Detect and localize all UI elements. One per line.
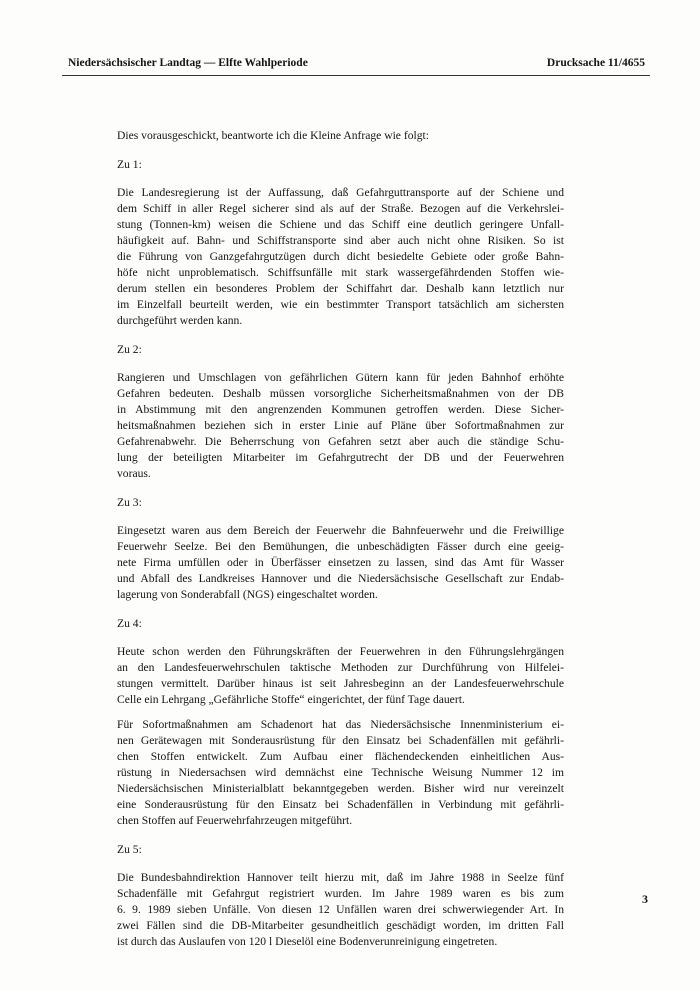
text-line: nete Firma umfüllen oder in Überfässer einsetzen zu lassen, sind das Amt für Wasser — [117, 556, 564, 569]
section-paragraph — [117, 717, 564, 829]
text-line: zwei Fällen sind die DB-Mitarbeiter gesundheitlich geschädigt worden, im dritten Fall — [117, 919, 564, 932]
text-line: lung der beteiligten Mitarbeiter im Gefahrgutrecht der DB und der Feuerwehren — [117, 451, 564, 464]
section-heading: Zu 2: — [117, 343, 142, 356]
text-line: und Abfall des Landkreises Hannover und die Niedersächsische Gesellschaft zur Endab- — [117, 572, 564, 585]
text-line: chen Stoffen auf Feuerwehrfahrzeugen mitgeführt. — [117, 814, 353, 827]
text-line: 6. 9. 1989 sieben Unfälle. Von diesen 12 Unfällen waren drei schwerwiegender Art. In — [117, 903, 564, 916]
text-line: derum stellen ein besonderes Problem der Schiffahrt dar. Deshalb kann letztlich nur — [117, 282, 564, 295]
text-line: Eingesetzt waren aus dem Bereich der Feuerwehr die Bahnfeuerwehr und die Freiwillige — [117, 524, 564, 537]
section-paragraph — [117, 523, 564, 603]
text-line: Gefahrenabwehr. Die Beherrschung von Gefahren setzt aber auch die ständige Schu- — [117, 435, 564, 448]
section-paragraph — [117, 185, 564, 329]
text-line: durchgeführt werden kann. — [117, 314, 243, 327]
text-line: dem Schiff in aller Regel sicherer sind als auf der Straße. Bezogen auf die Verkehrslei- — [117, 202, 564, 215]
page-number: 3 — [642, 892, 648, 906]
text-line: voraus. — [117, 467, 151, 480]
text-line: Für Sofortmaßnahmen am Schadenort hat das Niedersächsische Innenministerium ei- — [117, 718, 564, 731]
section-paragraph — [117, 370, 564, 482]
text-line: ist durch das Auslaufen von 120 l Dieselöl eine Bodenverunreinigung eingetreten. — [117, 935, 498, 948]
document-number: Drucksache 11/4655 — [546, 57, 645, 69]
text-line: heitsmaßnahmen beziehen sich in erster Linie auf Pläne über Sofortmaßnahmen zur — [117, 419, 564, 432]
section-heading: Zu 4: — [117, 617, 142, 630]
section-heading: Zu 5: — [117, 843, 142, 856]
header-divider — [62, 75, 650, 76]
text-line: lagerung von Sonderabfall (NGS) eingeschaltet worden. — [117, 588, 378, 601]
text-line: häufigkeit auf. Bahn- und Schiffstransporte sind aber auch nicht ohne Risiken. So ist — [117, 234, 564, 247]
text-line: Die Landesregierung ist der Auffassung, daß Gefahrguttransporte auf der Schiene und — [117, 186, 564, 199]
section-paragraph — [117, 644, 564, 708]
header-title: Niedersächsischer Landtag — Elfte Wahlperiode — [68, 57, 308, 69]
text-line: in Abstimmung mit den angrenzenden Kommunen getroffen werden. Diese Sicher- — [117, 403, 564, 416]
text-line: die Führung von Ganzgefahrgutzügen durch dicht besiedelte Gebiete oder große Bahn- — [117, 250, 564, 263]
document-body — [117, 128, 564, 963]
page-header — [68, 57, 645, 69]
text-line: an den Landesfeuerwehrschulen taktische Methoden zur Durchführung von Hilfelei- — [117, 661, 564, 674]
text-line: Niedersächsischen Ministerialblatt bekanntgegeben werden. Bisher wird nur vereinzelt — [117, 782, 564, 795]
text-line: im Einzelfall beurteilt werden, wie ein bestimmter Transport tatsächlich am sichersten — [117, 298, 564, 311]
section-heading: Zu 3: — [117, 496, 142, 509]
text-line: eine Sonderausrüstung für den Einsatz bei Schadenfällen in Verbindung mit gefährli- — [117, 798, 564, 811]
text-line: stung (Tonnen-km) weisen die Schiene und das Schiff eine deutlich geringere Unfall- — [117, 218, 564, 231]
text-line: Rangieren und Umschlagen von gefährlichen Gütern kann für jeden Bahnhof erhöhte — [117, 371, 564, 384]
text-line: höfe nicht unproblematisch. Schiffsunfälle mit stark wassergefährdenden Stoffen wie- — [117, 266, 564, 279]
text-line: Feuerwehr Seelze. Bei den Bemühungen, die unbeschädigten Fässer durch eine geeig- — [117, 540, 564, 553]
section-heading: Zu 1: — [117, 158, 142, 171]
intro-text: Dies vorausgeschickt, beantworte ich die Kleine Anfrage wie folgt: — [117, 129, 429, 142]
text-line: Die Bundesbahndirektion Hannover teilt hierzu mit, daß im Jahre 1988 in Seelze fünf — [117, 871, 564, 884]
section-paragraph — [117, 870, 564, 950]
text-line: rüstung in Niedersachsen wird demnächst eine Technische Weisung Nummer 12 im — [117, 766, 564, 779]
text-line: stungen vermittelt. Darüber hinaus ist seit Jahresbeginn an der Landesfeuerwehrschule — [117, 677, 564, 690]
text-line: Schadenfälle mit Gefahrgut registriert wurden. Im Jahre 1989 waren es bis zum — [117, 887, 564, 900]
text-line: Celle ein Lehrgang „Gefährliche Stoffe“ eingerichtet, der fünf Tage dauert. — [117, 693, 465, 706]
text-line: Gefahren bedeuten. Deshalb müssen vorsorgliche Sicherheitsmaßnahmen von der DB — [117, 387, 564, 400]
text-line: nen Gerätewagen mit Sonderausrüstung für den Einsatz bei Schadenfällen mit gefährli- — [117, 734, 564, 747]
text-line: chen Stoffen entwickelt. Zum Aufbau einer flächendeckenden einheitlichen Aus- — [117, 750, 564, 763]
text-line: Heute schon werden den Führungskräften der Feuerwehren in den Führungslehrgängen — [117, 645, 564, 658]
